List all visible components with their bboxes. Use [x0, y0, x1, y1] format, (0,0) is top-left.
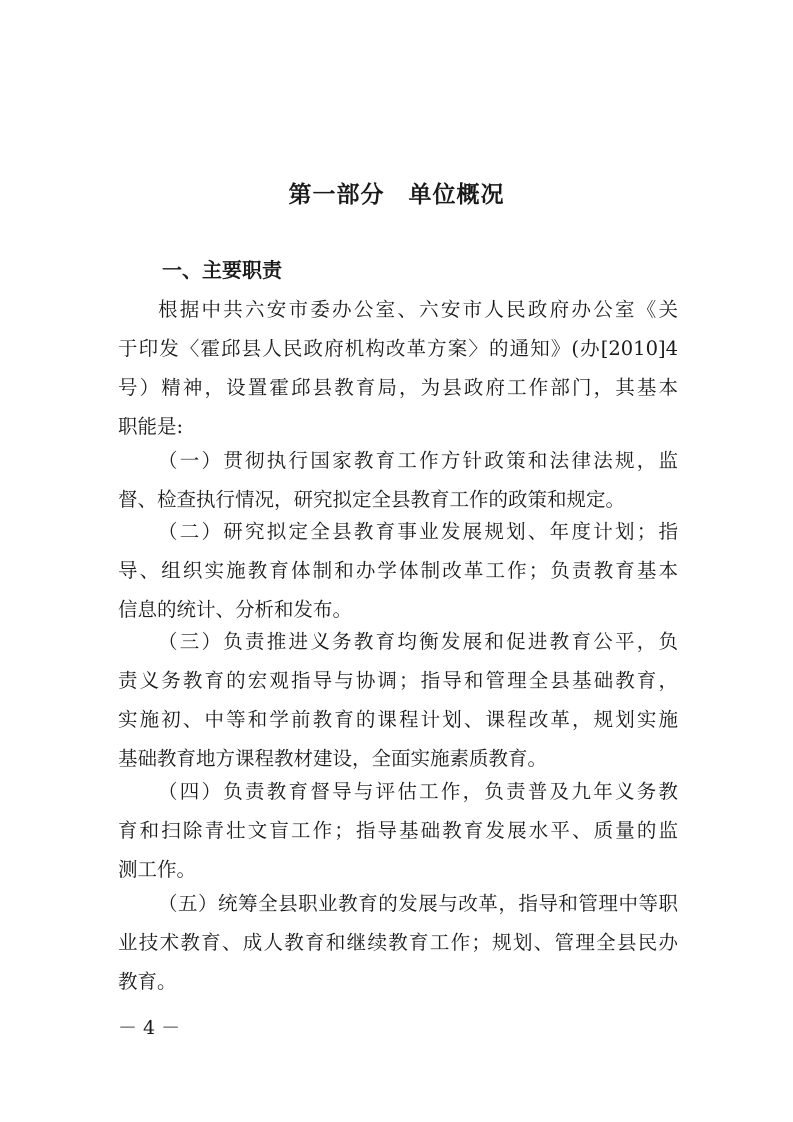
paragraph-intro — [118, 290, 678, 446]
paragraph-line: （四）负责教育督导与评估工作，负责普及九年义务教 — [158, 780, 678, 803]
paragraph-line: 基础教育地方课程教材建设，全面实施素质教育。 — [118, 747, 548, 770]
paragraph-line: 测工作。 — [118, 858, 197, 881]
paragraph-line: （三）负责推进义务教育均衡发展和促进教育公平，负 — [158, 630, 678, 653]
paragraph-line: 职能是: — [118, 415, 184, 438]
paragraph-line: 导、组织实施教育体制和办学体制改革工作；负责教育基本 — [118, 559, 678, 582]
paragraph-line: 业技术教育、成人教育和继续教育工作；规划、管理全县民办 — [118, 931, 678, 954]
paragraph-line: 责义务教育的宏观指导与协调；指导和管理全县基础教育， — [118, 669, 678, 692]
paragraph-line: 信息的统计、分析和发布。 — [118, 598, 353, 621]
paragraph-duty-1 — [118, 441, 678, 519]
paragraph-line: （五）统筹全县职业教育的发展与改革，指导和管理中等职 — [158, 892, 678, 915]
paragraph-duty-3 — [118, 622, 678, 778]
page-number: － 4 － — [118, 1017, 181, 1039]
paragraph-line: （一）贯彻执行国家教育工作方针政策和法律法规，监 — [158, 449, 678, 472]
section-heading: 一、主要职责 — [162, 258, 282, 282]
page-title: 第一部分 单位概况 — [288, 182, 505, 208]
paragraph-line: 号）精神，设置霍邱县教育局，为县政府工作部门，其基本 — [118, 376, 678, 399]
paragraph-duty-4 — [118, 772, 678, 889]
paragraph-duty-2 — [118, 512, 678, 629]
paragraph-line: 实施初、中等和学前教育的课程计划、课程改革，规划实施 — [118, 708, 678, 731]
paragraph-line: 教育。 — [118, 970, 177, 993]
paragraph-line: 督、检查执行情况，研究拟定全县教育工作的政策和规定。 — [118, 488, 626, 511]
paragraph-line: 根据中共六安市委办公室、六安市人民政府办公室《关 — [158, 298, 678, 321]
paragraph-line: （二）研究拟定全县教育事业发展规划、年度计划；指 — [158, 520, 678, 543]
paragraph-line: 育和扫除青壮文盲工作；指导基础教育发展水平、质量的监 — [118, 819, 678, 842]
paragraph-line: 于印发〈霍邱县人民政府机构改革方案〉的通知》(办[2010]4 — [118, 337, 678, 360]
paragraph-duty-5 — [118, 884, 678, 1001]
